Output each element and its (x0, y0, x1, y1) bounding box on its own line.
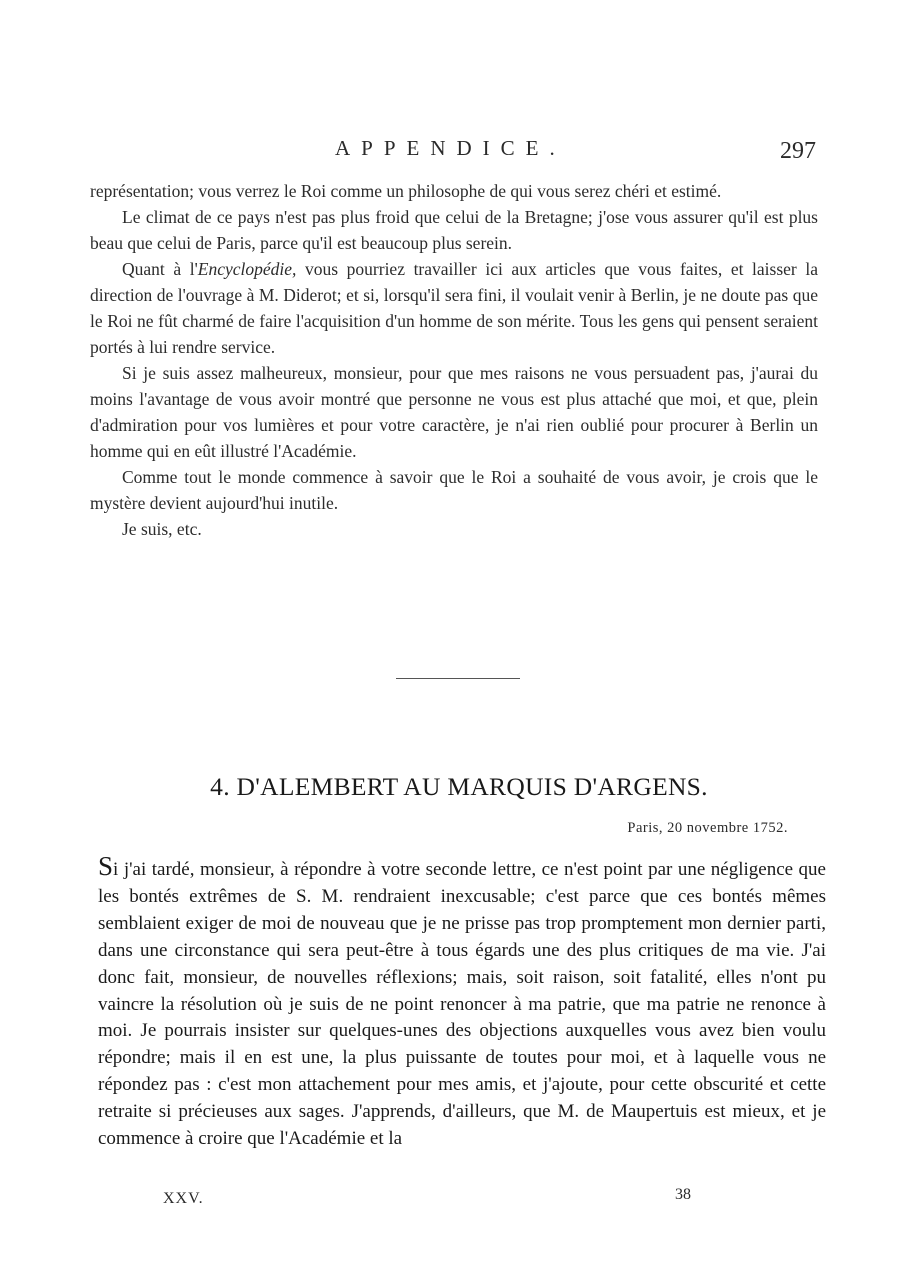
letter-text: i j'ai tardé, monsieur, à répondre à votre seconde lettre, ce n'est point par une négligence que les bontés extrêmes de S. M. rendraient inexcusable; c'est parce que ces bontés mêmes semblaient exiger de moi de nouveau que je ne prisse pas trop promptement mon dernier parti, dans une circonstance qui sera peut-être à tous égards une des plus critiques de ma vie. J'ai donc fait, monsieur, de nouvelles réflexions; mais, soit raison, soit fatalité, elles n'ont pu vaincre la résolution où je suis de ne point renoncer à ma patrie, que ma patrie ne renonce à moi. Je pourrais insister sur quelques-unes des objections auxquelles vous avez bien voulu répondre; mais il en est une, la plus puissante de toutes pour moi, et à laquelle vous ne répondez pas : c'est mon attachement pour mes amis, et j'ajoute, pour cette obscurité et cette retraite si précieuses aux sages. J'apprends, d'ailleurs, que M. de Maupertuis est mieux, et je commence à croire que l'Académie et la (98, 859, 826, 1150)
paragraph: Si je suis assez malheureux, monsieur, pour que mes raisons ne vous persuadent pas, j'aurai du moins l'avantage de vous avoir montré que personne ne vous est plus attaché que moi, et que, plein d'admiration pour vos lumières et pour votre caractère, je n'ai rien oublié pour procurer à Berlin un homme qui en eût illustré l'Académie. (90, 363, 818, 461)
paragraph-text: Quant à l' (122, 259, 198, 279)
encyclopedie-title: Encyclopédie, (197, 259, 297, 279)
letter-heading: 4. D'ALEMBERT AU MARQUIS D'ARGENS. (210, 772, 708, 801)
running-head (0, 136, 900, 166)
closing-formula: Je suis, etc. (122, 519, 202, 539)
paragraph: Le climat de ce pays n'est pas plus froid que celui de la Bretagne; j'ose vous assurer qu'il est plus beau que celui de Paris, parce qu'il est beaucoup plus serein. (90, 207, 818, 253)
drop-initial: S (98, 851, 114, 881)
previous-letter-ending (90, 178, 818, 542)
paragraph: Comme tout le monde commence à savoir que le Roi a souhaité de vous avoir, je crois que le mystère devient aujourd'hui inutile. (90, 467, 818, 513)
letter-body (98, 851, 826, 1153)
signature-mark: XXV. (163, 1190, 204, 1207)
page-number: 297 (780, 138, 816, 164)
running-title: APPENDICE. (335, 136, 566, 160)
section-divider (396, 678, 520, 679)
paragraph-text: vous pourriez travailler ici aux articles que vous faites, et laisser la direction de l'ouvrage à M. Diderot; et si, lorsqu'il sera fini, il voulait venir à Berlin, je ne doute pas que le Roi ne fût charmé de faire l'acquisition d'un homme de son mérite. Tous les gens qui pensent seraient portés à lui rendre service. (90, 259, 818, 357)
letter-dateline: Paris, 20 novembre 1752. (627, 820, 788, 836)
paragraph (90, 256, 818, 360)
paragraph: représentation; vous verrez le Roi comme un philosophe de qui vous serez chéri et estimé. (90, 181, 722, 201)
sheet-number: 38 (675, 1186, 691, 1203)
